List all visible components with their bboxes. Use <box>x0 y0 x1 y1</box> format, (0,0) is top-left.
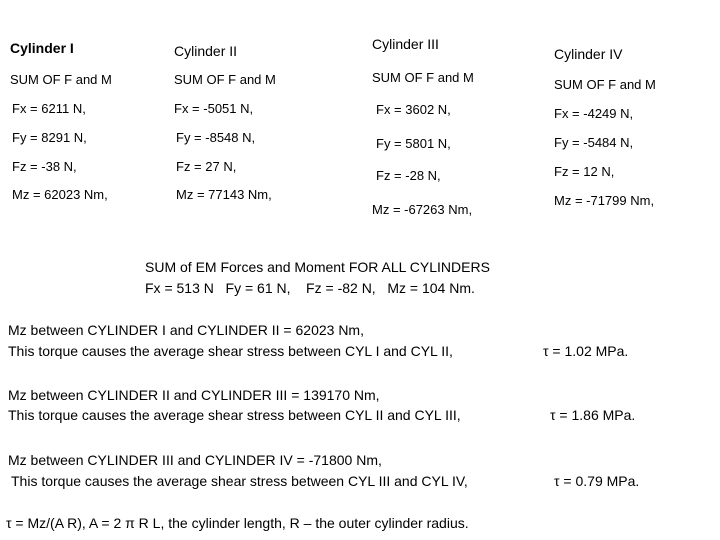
summary-values: Fx = 513 N Fy = 61 N, Fz = -82 N, Mz = 104 Nm. <box>145 280 475 296</box>
cylinder-1-fz: Fz = -38 N, <box>12 159 77 174</box>
cylinder-3-title: Cylinder III <box>372 36 439 52</box>
cylinder-4-title: Cylinder IV <box>554 46 623 62</box>
torque-2-heading: Mz between CYLINDER II and CYLINDER III = 139170 Nm, <box>8 387 380 403</box>
summary-title: SUM of EM Forces and Moment FOR ALL CYLINDERS <box>145 259 490 275</box>
cylinder-4-sum-label: SUM OF F and M <box>554 77 656 92</box>
cylinder-1-title: Cylinder I <box>10 40 74 56</box>
cylinder-4-fy: Fy = -5484 N, <box>554 135 634 150</box>
cylinder-4-fz: Fz = 12 N, <box>554 164 615 179</box>
torque-1-stress: τ = 1.02 MPa. <box>543 343 629 359</box>
torque-2-text: This torque causes the average shear stress between CYL II and CYL III, <box>8 407 461 423</box>
cylinder-1-mz: Mz = 62023 Nm, <box>12 187 108 202</box>
cylinder-2-fy: Fy = -8548 N, <box>176 130 256 145</box>
formula-text: τ = Mz/(A R), A = 2 π R L, the cylinder length, R – the outer cylinder radius. <box>6 515 469 531</box>
cylinder-1-fx: Fx = 6211 N, <box>12 101 86 116</box>
torque-1-text: This torque causes the average shear stress between CYL I and CYL II, <box>8 343 453 359</box>
torque-3-heading: Mz between CYLINDER III and CYLINDER IV = -71800 Nm, <box>8 452 382 468</box>
torque-1-heading: Mz between CYLINDER I and CYLINDER II = 62023 Nm, <box>8 322 364 338</box>
cylinder-3-fx: Fx = 3602 N, <box>376 102 451 117</box>
cylinder-3-fz: Fz = -28 N, <box>376 168 441 183</box>
cylinder-1-fy: Fy = 8291 N, <box>12 130 87 145</box>
cylinder-4-fx: Fx = -4249 N, <box>554 106 634 121</box>
torque-2-stress: τ = 1.86 MPa. <box>550 407 636 423</box>
torque-3-stress: τ = 0.79 MPa. <box>554 473 640 489</box>
cylinder-1-sum-label: SUM OF F and M <box>10 72 112 87</box>
cylinder-2-sum-label: SUM OF F and M <box>174 72 276 87</box>
cylinder-3-sum-label: SUM OF F and M <box>372 70 474 85</box>
cylinder-2-fz: Fz = 27 N, <box>176 159 237 174</box>
cylinder-4-mz: Mz = -71799 Nm, <box>554 193 655 208</box>
cylinder-3-fy: Fy = 5801 N, <box>376 136 451 151</box>
cylinder-2-mz: Mz = 77143 Nm, <box>176 187 272 202</box>
cylinder-3-mz: Mz = -67263 Nm, <box>372 202 473 217</box>
cylinder-2-fx: Fx = -5051 N, <box>174 101 254 116</box>
cylinder-2-title: Cylinder II <box>174 43 238 59</box>
torque-3-text: This torque causes the average shear stress between CYL III and CYL IV, <box>11 473 468 489</box>
